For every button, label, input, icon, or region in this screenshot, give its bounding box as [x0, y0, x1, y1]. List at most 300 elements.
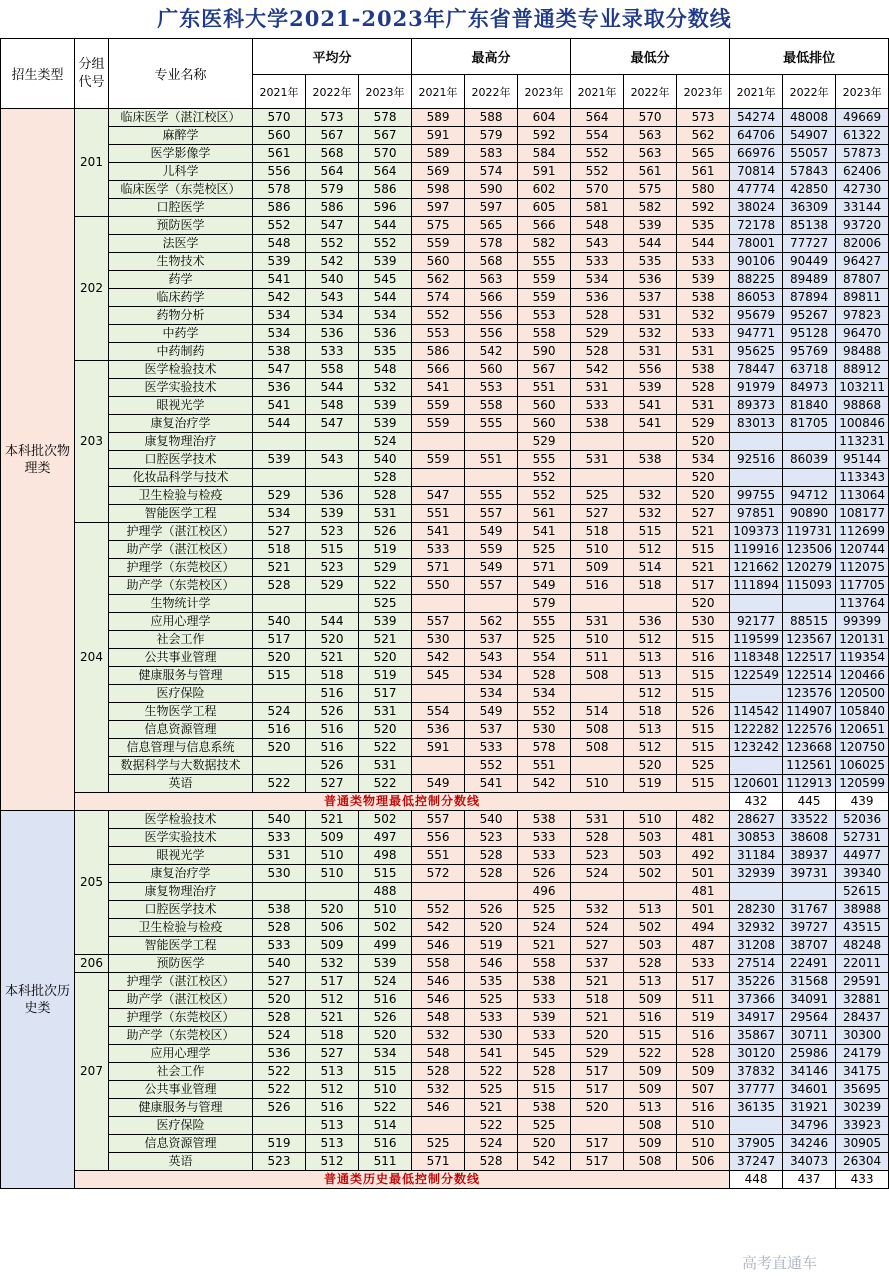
max-2022-cell: 541 [465, 1045, 518, 1063]
max-2023-cell: 528 [518, 667, 571, 685]
rank-2021-cell: 34917 [730, 1009, 783, 1027]
rank-2022-cell: 34073 [783, 1153, 836, 1171]
rank-2022-cell: 63718 [783, 361, 836, 379]
rank-2023-cell: 120599 [836, 775, 889, 793]
rank-2021-cell: 97851 [730, 505, 783, 523]
avg-2021-cell [253, 685, 306, 703]
min-2023-cell: 573 [677, 109, 730, 127]
header-year: 2022年 [783, 75, 836, 109]
rank-2023-cell: 97823 [836, 307, 889, 325]
max-2022-cell: 557 [465, 505, 518, 523]
min-2023-cell: 538 [677, 289, 730, 307]
avg-2021-cell: 536 [253, 379, 306, 397]
major-name-cell: 药物分析 [109, 307, 253, 325]
min-2022-cell: 519 [624, 775, 677, 793]
major-name-cell: 法医学 [109, 235, 253, 253]
min-2021-cell: 517 [571, 1081, 624, 1099]
header-year: 2021年 [412, 75, 465, 109]
max-2021-cell [412, 595, 465, 613]
avg-2023-cell: 536 [359, 325, 412, 343]
min-2022-cell: 541 [624, 415, 677, 433]
table-row [1, 865, 889, 883]
min-2023-cell: 515 [677, 667, 730, 685]
header-min: 最低分 [571, 39, 730, 75]
min-2023-cell: 531 [677, 343, 730, 361]
rank-2023-cell: 113764 [836, 595, 889, 613]
avg-2021-cell: 556 [253, 163, 306, 181]
watermark: 高考直通车 [742, 1254, 818, 1272]
rank-2022-cell: 119731 [783, 523, 836, 541]
rank-2021-cell: 99755 [730, 487, 783, 505]
min-2023-cell: 510 [677, 1135, 730, 1153]
max-2021-cell: 546 [412, 1099, 465, 1117]
rank-2022-cell: 81705 [783, 415, 836, 433]
min-2021-cell: 510 [571, 775, 624, 793]
min-2022-cell: 541 [624, 397, 677, 415]
rank-2022-cell: 29564 [783, 1009, 836, 1027]
max-2023-cell: 525 [518, 1117, 571, 1135]
avg-2023-cell: 520 [359, 1027, 412, 1045]
avg-2023-cell: 539 [359, 415, 412, 433]
table-row [1, 487, 889, 505]
major-name-cell: 助产学（湛江校区） [109, 541, 253, 559]
min-2021-cell: 531 [571, 613, 624, 631]
min-2022-cell: 556 [624, 361, 677, 379]
header-year: 2023年 [677, 75, 730, 109]
rank-2021-cell: 94771 [730, 325, 783, 343]
max-2022-cell: 524 [465, 1135, 518, 1153]
table-row [1, 667, 889, 685]
rank-2022-cell: 77727 [783, 235, 836, 253]
min-control-value: 439 [836, 793, 889, 811]
min-2023-cell: 509 [677, 1063, 730, 1081]
major-name-cell: 医疗保险 [109, 685, 253, 703]
avg-2023-cell: 524 [359, 433, 412, 451]
min-2023-cell: 533 [677, 253, 730, 271]
max-2022-cell: 556 [465, 325, 518, 343]
rank-2022-cell: 94712 [783, 487, 836, 505]
rank-2021-cell: 122282 [730, 721, 783, 739]
min-2023-cell: 562 [677, 127, 730, 145]
major-name-cell: 助产学（湛江校区） [109, 991, 253, 1009]
avg-2022-cell: 579 [306, 181, 359, 199]
avg-2022-cell: 548 [306, 397, 359, 415]
min-2021-cell: 529 [571, 1045, 624, 1063]
max-2022-cell: 521 [465, 1099, 518, 1117]
min-2022-cell: 561 [624, 163, 677, 181]
avg-2023-cell: 522 [359, 1099, 412, 1117]
avg-2022-cell: 586 [306, 199, 359, 217]
min-2021-cell: 531 [571, 451, 624, 469]
max-2022-cell: 540 [465, 811, 518, 829]
min-control-value: 437 [783, 1171, 836, 1189]
avg-2022-cell: 515 [306, 541, 359, 559]
avg-2021-cell: 540 [253, 955, 306, 973]
max-2023-cell: 559 [518, 271, 571, 289]
avg-2021-cell: 519 [253, 1135, 306, 1153]
avg-2021-cell [253, 433, 306, 451]
table-row [1, 577, 889, 595]
table-row [1, 181, 889, 199]
max-2022-cell: 568 [465, 253, 518, 271]
max-2022-cell: 556 [465, 307, 518, 325]
table-row [1, 343, 889, 361]
max-2021-cell: 532 [412, 1027, 465, 1045]
table-row [1, 145, 889, 163]
min-2022-cell: 510 [624, 811, 677, 829]
major-name-cell: 康复治疗学 [109, 415, 253, 433]
max-2022-cell: 537 [465, 631, 518, 649]
table-row [1, 1027, 889, 1045]
rank-2021-cell: 36135 [730, 1099, 783, 1117]
min-2021-cell: 525 [571, 487, 624, 505]
avg-2022-cell: 516 [306, 721, 359, 739]
avg-2023-cell: 519 [359, 541, 412, 559]
rank-2021-cell: 88225 [730, 271, 783, 289]
max-2022-cell: 588 [465, 109, 518, 127]
avg-2023-cell: 510 [359, 1081, 412, 1099]
min-2021-cell [571, 1117, 624, 1135]
admission-score-table [0, 38, 889, 1189]
group-code-cell: 201 [75, 109, 109, 217]
max-2021-cell: 586 [412, 343, 465, 361]
max-2021-cell: 589 [412, 109, 465, 127]
avg-2023-cell: 524 [359, 973, 412, 991]
avg-2023-cell: 596 [359, 199, 412, 217]
min-2021-cell: 521 [571, 973, 624, 991]
rank-2023-cell: 100846 [836, 415, 889, 433]
avg-2022-cell: 517 [306, 973, 359, 991]
rank-2023-cell: 62406 [836, 163, 889, 181]
avg-2023-cell: 525 [359, 595, 412, 613]
table-row [1, 289, 889, 307]
min-2022-cell: 503 [624, 847, 677, 865]
min-2023-cell: 520 [677, 487, 730, 505]
max-2021-cell: 530 [412, 631, 465, 649]
min-control-row [1, 793, 889, 811]
min-2022-cell: 563 [624, 127, 677, 145]
avg-2023-cell: 531 [359, 505, 412, 523]
avg-2021-cell: 516 [253, 721, 306, 739]
rank-2023-cell: 82006 [836, 235, 889, 253]
max-2023-cell: 566 [518, 217, 571, 235]
table-row [1, 109, 889, 127]
rank-2022-cell: 31921 [783, 1099, 836, 1117]
min-2023-cell: 561 [677, 163, 730, 181]
max-2021-cell: 559 [412, 235, 465, 253]
max-2022-cell: 549 [465, 559, 518, 577]
table-row [1, 235, 889, 253]
major-name-cell: 卫生检验与检疫 [109, 487, 253, 505]
rank-2021-cell: 31208 [730, 937, 783, 955]
table-row [1, 757, 889, 775]
avg-2023-cell: 539 [359, 397, 412, 415]
min-2022-cell: 535 [624, 253, 677, 271]
max-2022-cell: 525 [465, 1081, 518, 1099]
avg-2022-cell: 509 [306, 829, 359, 847]
min-2022-cell: 513 [624, 667, 677, 685]
rank-2021-cell: 30853 [730, 829, 783, 847]
header-year: 2022年 [465, 75, 518, 109]
rank-2022-cell: 34091 [783, 991, 836, 1009]
rank-2021-cell: 70814 [730, 163, 783, 181]
avg-2022-cell: 512 [306, 991, 359, 1009]
table-row [1, 631, 889, 649]
min-2022-cell: 513 [624, 1099, 677, 1117]
max-2023-cell: 538 [518, 1099, 571, 1117]
avg-2021-cell: 533 [253, 829, 306, 847]
max-2021-cell: 557 [412, 613, 465, 631]
min-2022-cell: 539 [624, 217, 677, 235]
rank-2023-cell: 105840 [836, 703, 889, 721]
min-2021-cell: 564 [571, 109, 624, 127]
rank-2023-cell: 120651 [836, 721, 889, 739]
max-2022-cell: 560 [465, 361, 518, 379]
major-name-cell: 临床药学 [109, 289, 253, 307]
rank-2021-cell: 109373 [730, 523, 783, 541]
rank-2022-cell: 57843 [783, 163, 836, 181]
min-2021-cell: 543 [571, 235, 624, 253]
max-2021-cell: 547 [412, 487, 465, 505]
avg-2022-cell: 552 [306, 235, 359, 253]
min-2022-cell: 536 [624, 613, 677, 631]
major-name-cell: 信息资源管理 [109, 721, 253, 739]
min-2021-cell: 517 [571, 1153, 624, 1171]
rank-2022-cell: 30711 [783, 1027, 836, 1045]
avg-2022-cell: 521 [306, 1009, 359, 1027]
avg-2021-cell: 561 [253, 145, 306, 163]
rank-2021-cell [730, 883, 783, 901]
rank-2023-cell: 29591 [836, 973, 889, 991]
major-name-cell: 信息资源管理 [109, 1135, 253, 1153]
rank-2022-cell: 95128 [783, 325, 836, 343]
avg-2023-cell: 521 [359, 631, 412, 649]
major-name-cell: 信息管理与信息系统 [109, 739, 253, 757]
min-2023-cell: 494 [677, 919, 730, 937]
min-2023-cell: 515 [677, 721, 730, 739]
max-2021-cell: 533 [412, 541, 465, 559]
avg-2021-cell: 541 [253, 397, 306, 415]
max-2023-cell: 524 [518, 919, 571, 937]
avg-2021-cell: 528 [253, 577, 306, 595]
min-2023-cell: 487 [677, 937, 730, 955]
max-2023-cell: 604 [518, 109, 571, 127]
min-2023-cell: 510 [677, 1117, 730, 1135]
table-row [1, 901, 889, 919]
rank-2021-cell [730, 595, 783, 613]
rank-2021-cell: 95679 [730, 307, 783, 325]
table-row [1, 523, 889, 541]
rank-2023-cell: 44977 [836, 847, 889, 865]
rank-2021-cell: 32932 [730, 919, 783, 937]
max-2022-cell: 555 [465, 415, 518, 433]
max-2023-cell: 552 [518, 487, 571, 505]
min-2021-cell: 531 [571, 811, 624, 829]
table-row [1, 361, 889, 379]
major-name-cell: 预防医学 [109, 955, 253, 973]
max-2021-cell: 562 [412, 271, 465, 289]
avg-2022-cell: 521 [306, 811, 359, 829]
rank-2022-cell: 112913 [783, 775, 836, 793]
max-2022-cell: 562 [465, 613, 518, 631]
avg-2021-cell: 529 [253, 487, 306, 505]
rank-2021-cell: 28230 [730, 901, 783, 919]
min-2022-cell: 508 [624, 1153, 677, 1171]
max-2022-cell: 523 [465, 829, 518, 847]
header-major: 专业名称 [109, 39, 253, 109]
table-row [1, 325, 889, 343]
rank-2022-cell: 31568 [783, 973, 836, 991]
avg-2023-cell: 526 [359, 1009, 412, 1027]
major-name-cell: 护理学（东莞校区） [109, 559, 253, 577]
rank-2022-cell: 95267 [783, 307, 836, 325]
min-2023-cell: 535 [677, 217, 730, 235]
major-name-cell: 儿科学 [109, 163, 253, 181]
min-2022-cell: 509 [624, 1135, 677, 1153]
min-2021-cell: 528 [571, 829, 624, 847]
min-2023-cell: 533 [677, 325, 730, 343]
avg-2021-cell: 524 [253, 1027, 306, 1045]
avg-2021-cell [253, 595, 306, 613]
max-2023-cell: 551 [518, 757, 571, 775]
rank-2022-cell: 34246 [783, 1135, 836, 1153]
avg-2023-cell: 529 [359, 559, 412, 577]
avg-2022-cell: 527 [306, 1045, 359, 1063]
min-2021-cell: 517 [571, 1063, 624, 1081]
table-row [1, 937, 889, 955]
avg-2022-cell: 516 [306, 739, 359, 757]
max-2023-cell: 538 [518, 811, 571, 829]
rank-2021-cell: 47774 [730, 181, 783, 199]
max-2022-cell: 551 [465, 451, 518, 469]
min-2023-cell: 501 [677, 901, 730, 919]
major-name-cell: 智能医学工程 [109, 505, 253, 523]
max-2022-cell: 557 [465, 577, 518, 595]
avg-2022-cell: 512 [306, 1081, 359, 1099]
rank-2023-cell: 52615 [836, 883, 889, 901]
header-year: 2023年 [359, 75, 412, 109]
min-2023-cell: 539 [677, 271, 730, 289]
max-2022-cell: 574 [465, 163, 518, 181]
avg-2023-cell: 552 [359, 235, 412, 253]
avg-2022-cell: 543 [306, 289, 359, 307]
max-2021-cell: 528 [412, 1063, 465, 1081]
max-2023-cell: 529 [518, 433, 571, 451]
max-2021-cell: 536 [412, 721, 465, 739]
major-name-cell: 生物医学工程 [109, 703, 253, 721]
min-2023-cell: 506 [677, 1153, 730, 1171]
rank-2021-cell: 119599 [730, 631, 783, 649]
major-name-cell: 口腔医学技术 [109, 451, 253, 469]
table-row [1, 685, 889, 703]
max-2023-cell: 542 [518, 1153, 571, 1171]
major-name-cell: 护理学（湛江校区） [109, 523, 253, 541]
rank-2022-cell: 54907 [783, 127, 836, 145]
rank-2023-cell: 22011 [836, 955, 889, 973]
max-2023-cell: 560 [518, 397, 571, 415]
min-2023-cell: 516 [677, 649, 730, 667]
avg-2022-cell: 521 [306, 649, 359, 667]
min-2023-cell: 482 [677, 811, 730, 829]
avg-2022-cell: 510 [306, 847, 359, 865]
max-2022-cell: 541 [465, 775, 518, 793]
max-2021-cell: 556 [412, 829, 465, 847]
rank-2022-cell: 123576 [783, 685, 836, 703]
avg-2021-cell: 534 [253, 307, 306, 325]
rank-2021-cell: 114542 [730, 703, 783, 721]
avg-2023-cell: 544 [359, 289, 412, 307]
table-row [1, 955, 889, 973]
avg-2022-cell: 567 [306, 127, 359, 145]
max-2023-cell: 541 [518, 523, 571, 541]
avg-2021-cell: 527 [253, 523, 306, 541]
rank-2023-cell: 88912 [836, 361, 889, 379]
rank-2022-cell: 123668 [783, 739, 836, 757]
min-2023-cell: 531 [677, 397, 730, 415]
major-name-cell: 护理学（湛江校区） [109, 973, 253, 991]
major-name-cell: 卫生检验与检疫 [109, 919, 253, 937]
min-2022-cell: 518 [624, 703, 677, 721]
header-max: 最高分 [412, 39, 571, 75]
rank-2022-cell: 38937 [783, 847, 836, 865]
major-name-cell: 医学检验技术 [109, 361, 253, 379]
avg-2023-cell: 499 [359, 937, 412, 955]
table-row [1, 415, 889, 433]
major-name-cell: 助产学（东莞校区） [109, 1027, 253, 1045]
avg-2023-cell: 534 [359, 1045, 412, 1063]
max-2023-cell: 558 [518, 325, 571, 343]
rank-2022-cell: 42850 [783, 181, 836, 199]
min-2023-cell: 517 [677, 973, 730, 991]
min-2022-cell: 509 [624, 1063, 677, 1081]
major-name-cell: 口腔医学 [109, 199, 253, 217]
max-2021-cell: 548 [412, 1009, 465, 1027]
avg-2022-cell: 518 [306, 667, 359, 685]
rank-2022-cell: 33522 [783, 811, 836, 829]
min-2023-cell: 521 [677, 523, 730, 541]
major-name-cell: 英语 [109, 1153, 253, 1171]
min-2022-cell: 502 [624, 919, 677, 937]
rank-2021-cell: 64706 [730, 127, 783, 145]
avg-2021-cell: 541 [253, 271, 306, 289]
min-2022-cell: 532 [624, 487, 677, 505]
rank-2023-cell: 33923 [836, 1117, 889, 1135]
rank-2022-cell: 39731 [783, 865, 836, 883]
header-year: 2021年 [571, 75, 624, 109]
min-2022-cell: 544 [624, 235, 677, 253]
table-row [1, 379, 889, 397]
min-2023-cell: 526 [677, 703, 730, 721]
rank-2021-cell: 118348 [730, 649, 783, 667]
max-2021-cell [412, 685, 465, 703]
major-name-cell: 应用心理学 [109, 613, 253, 631]
table-row [1, 811, 889, 829]
max-2023-cell: 496 [518, 883, 571, 901]
major-name-cell: 生物技术 [109, 253, 253, 271]
min-2023-cell: 534 [677, 451, 730, 469]
min-2022-cell: 509 [624, 1081, 677, 1099]
avg-2022-cell: 518 [306, 1027, 359, 1045]
avg-2023-cell: 520 [359, 721, 412, 739]
min-2021-cell: 531 [571, 379, 624, 397]
min-2022-cell [624, 883, 677, 901]
rank-2023-cell: 30300 [836, 1027, 889, 1045]
rank-2022-cell: 122576 [783, 721, 836, 739]
max-2022-cell: 534 [465, 685, 518, 703]
min-2023-cell: 511 [677, 991, 730, 1009]
max-2021-cell: 551 [412, 847, 465, 865]
avg-2022-cell: 516 [306, 1099, 359, 1117]
